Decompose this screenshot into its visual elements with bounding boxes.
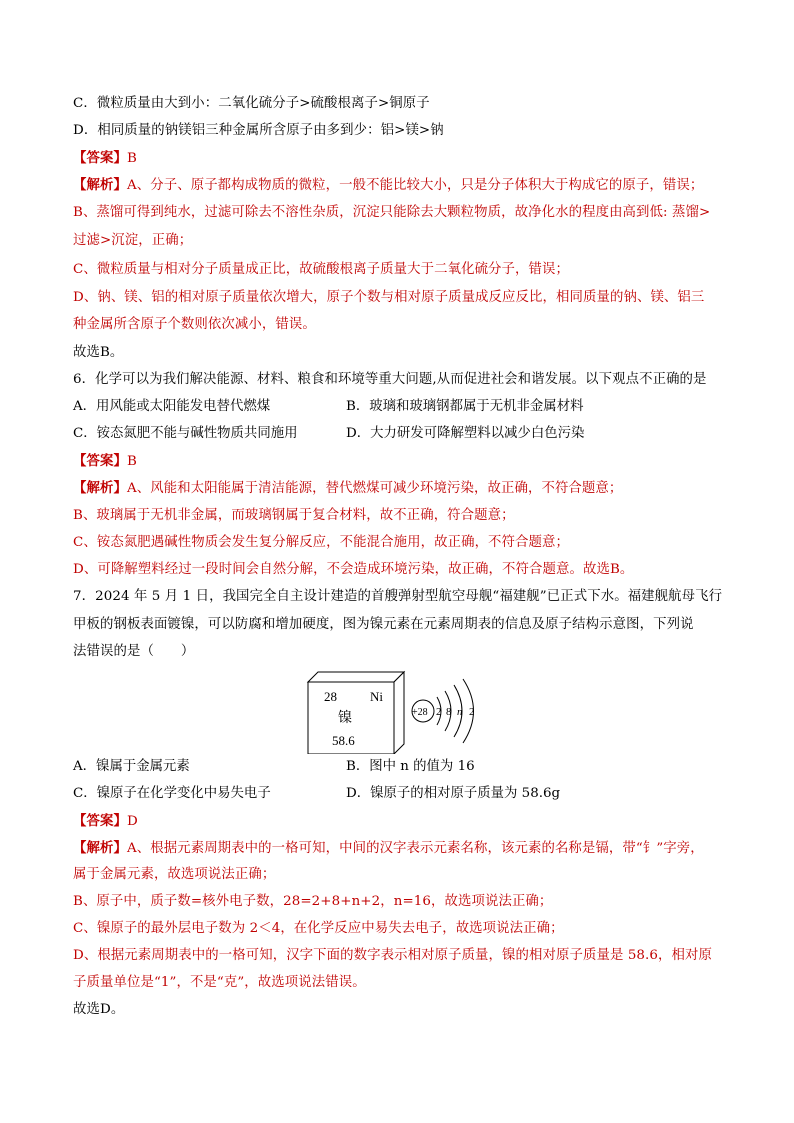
q6-analysis-1: 【解析】A、风能和太阳能属于清洁能源，替代燃煤可减少环境污染，故正确，不符合题意； <box>73 480 623 496</box>
q7-analysis-4: C、镍原子的最外层电子数为 2＜4，在化学反应中易失去电子，故选项说法正确； <box>73 921 564 936</box>
q6-analysis-2: B、玻璃属于无机非金属，而玻璃钢属于复合材料，故不正确，符合题意； <box>73 508 515 523</box>
q5-answer-line <box>73 145 137 172</box>
answer-value: B <box>126 151 137 166</box>
q6-option-c: C．铵态氮肥不能与碱性物质共同施用 <box>73 426 298 441</box>
q5-option-d: D．相同质量的钠镁铝三种金属所含原子由多到少：铝>镁>钠 <box>73 123 444 138</box>
q6-option-a: A．用风能或太阳能发电替代燃煤 <box>73 399 271 414</box>
q7-analysis-1: 【解析】A、根据元素周期表中的一格可知，中间的汉字表示元素名称，该元素的名称是镉，带“钅”字旁， <box>73 840 704 856</box>
q5-analysis-4: C、微粒质量与相对分子质量成正比，故硫酸根离子质量大于二氧化硫分子，错误； <box>73 262 570 277</box>
q7-conclusion: 故选D。 <box>73 1002 125 1017</box>
atomic-mass: 58.6 <box>332 733 355 748</box>
nickel-figure <box>300 664 500 754</box>
q5-option-c: C．微粒质量由大到小：二氧化硫分子>硫酸根离子>铜原子 <box>73 96 430 111</box>
answer-tag: 【答案】 <box>73 813 127 829</box>
analysis-tag: 【解析】 <box>73 177 127 193</box>
answer-value: B <box>126 454 137 469</box>
q7-option-b: B．图中 n 的值为 16 <box>346 759 475 774</box>
atom-structure-diagram <box>412 679 475 743</box>
analysis-tag: 【解析】 <box>73 840 127 856</box>
q5-analysis-3: 过滤>沉淀，正确； <box>73 233 193 248</box>
atomic-number: 28 <box>324 689 337 704</box>
q6-analysis-4: D、可降解塑料经过一段时间会自然分解，不会造成环境污染，故正确，不符合题意。故选B。 <box>73 562 634 577</box>
q7-option-c: C．镍原子在化学变化中易失电子 <box>73 786 271 801</box>
q5-analysis-5: D、钠、镁、铝的相对原子质量依次增大，原子个数与相对原子质量成反应反比，相同质量的钠、镁、铝三 <box>73 290 705 305</box>
q7-stem-3: 法错误的是（ ） <box>73 644 195 659</box>
analysis-tag: 【解析】 <box>73 480 127 496</box>
q7-stem-1: 7．2024 年 5 月 1 日，我国完全自主设计建造的首艘弹射型航空母舰“福建舰”已正式下水。福建舰航母飞行 <box>73 589 723 604</box>
answer-value: D <box>126 814 138 829</box>
answer-tag: 【答案】 <box>73 150 127 166</box>
q5-analysis-1: 【解析】A、分子、原子都构成物质的微粒，一般不能比较大小，只是分子体积大于构成它的原子，错误； <box>73 177 704 193</box>
q6-option-d: D．大力研发可降解塑料以减少白色污染 <box>346 426 585 441</box>
element-name: 镍 <box>338 710 352 726</box>
q7-analysis-2: 属于金属元素，故选项说法正确； <box>73 867 276 882</box>
q7-analysis-3: B、原子中，质子数=核外电子数，28=2+8+n+2，n=16，故选项说法正确； <box>73 894 553 909</box>
q6-answer-line <box>73 448 137 475</box>
q5-analysis-2: B、蒸馏可得到纯水，过滤可除去不溶性杂质，沉淀只能除去大颗粒物质，故净化水的程度由高到低: 蒸馏> <box>73 205 711 220</box>
element-symbol: Ni <box>370 689 383 704</box>
q6-option-b: B．玻璃和玻璃钢都属于无机非金属材料 <box>346 399 584 414</box>
q7-analysis-6: 子质量单位是“1”，不是“克”，故选项说法错误。 <box>73 975 366 990</box>
shell-2-electrons: 8 <box>446 706 452 718</box>
q7-analysis-5: D、根据元素周期表中的一格可知，汉字下面的数字表示相对原子质量，镍的相对原子质量是 58.6，相对原 <box>73 948 712 963</box>
q7-option-a: A．镍属于金属元素 <box>73 759 190 774</box>
q7-stem-2: 甲板的钢板表面镀镍，可以防腐和增加硬度，图为镍元素在元素周期表的信息及原子结构示意图，下列说 <box>73 617 694 632</box>
q6-analysis-3: C、铵态氮肥遇碱性物质会发生复分解反应，不能混合施用，故正确，不符合题意； <box>73 535 570 550</box>
answer-tag: 【答案】 <box>73 453 127 469</box>
q6-stem: 6．化学可以为我们解决能源、材料、粮食和环境等重大问题,从而促进社会和谐发展。以下观点不正确的是 <box>73 372 707 387</box>
q7-answer-line <box>73 808 138 835</box>
q7-option-d: D．镍原子的相对原子质量为 58.6g <box>346 786 561 801</box>
shell-3-electrons: n <box>457 706 463 718</box>
shell-1-electrons: 2 <box>436 706 442 718</box>
periodic-table-cell <box>308 672 404 754</box>
shell-4-electrons: 2 <box>469 706 475 718</box>
q5-analysis-6: 种金属所含原子个数则依次减小，错误。 <box>73 317 316 332</box>
q5-conclusion: 故选B。 <box>73 345 124 360</box>
nucleus-charge: +28 <box>412 707 428 718</box>
